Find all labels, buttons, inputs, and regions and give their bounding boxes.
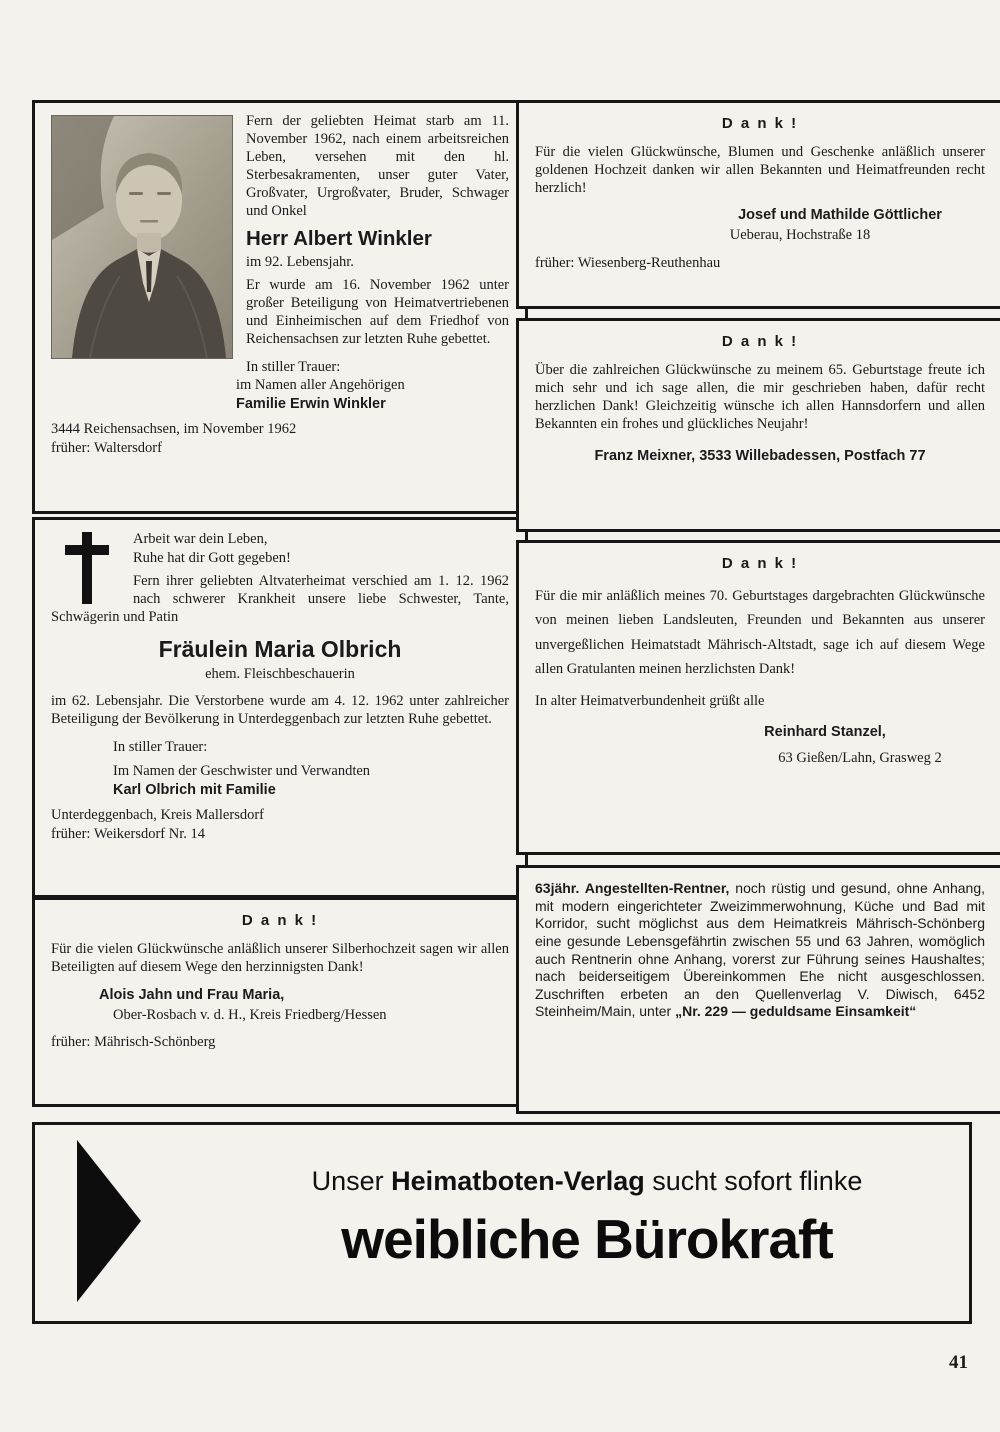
personal-ad-reference: „Nr. 229 — geduldsame Einsamkeit“ [675, 1003, 917, 1020]
personal-ad-body: noch rüstig und gesund, ohne Anhang, mit modern eingerichteter Zweizimmerwohnung, Küche und Bad mit Korridor, sucht möglichst aus dem Heimatkreis Mährisch-Schönberg eine gesunde Lebensgefährtin zwischen 55 und 63 Jahren, womöglich auch Rentnerin ohne Anhang, vorerst zur Führung seines Haushaltes; nach beiderseitigem Übereinkommen Ehe nicht ausgeschlossen. Zuschriften erbeten an den Quellenverlag V. Diwisch, 6452 Steinheim/Main, unter [535, 880, 985, 1020]
mourning-sub: im Namen aller Angehörigen [236, 377, 405, 394]
thanks-body-text: Für die vielen Glückwünsche, Blumen und Geschenke anläßlich unserer goldenen Hochzeit danken wir allen Bekannten und Heimatfreunden recht herzlich! [535, 144, 985, 196]
portrait-photo [51, 115, 233, 359]
job-ad-publisher-name: Heimatboten-Verlag [391, 1166, 645, 1196]
thanks-notice-meixner [516, 318, 1000, 532]
age-line: im 92. Lebensjahr. [246, 254, 354, 271]
arrow-icon-graphic [77, 1140, 141, 1302]
thanks-notice-goettlicher [516, 100, 1000, 309]
address-line: Unterdeggenbach, Kreis Mallersdorf [51, 807, 264, 824]
deceased-name: Fräulein Maria Olbrich [158, 636, 402, 662]
address-line: Ueberau, Hochstraße 18 [729, 227, 871, 244]
deceased-subtitle: ehem. Fleischbeschauerin [205, 666, 355, 683]
thanks-notice-stanzel [516, 540, 1000, 855]
obituary-winkler [32, 100, 528, 514]
thanks-body-text: Über die zahlreichen Glückwünsche zu meinem 65. Geburtstage freute ich mich sehr und ich sage allen, die mir geschrieben haben, dafür recht herzlichen Dank! Gleichzeitig wünsche ich allen Hannsdorfern und allen Bekannten ein frohes und glückliches Neujahr! [535, 362, 985, 432]
former-home-line: früher: Weikersdorf Nr. 14 [51, 825, 205, 842]
obituary-olbrich [32, 517, 528, 898]
job-ad [32, 1122, 972, 1324]
page-number: 41 [949, 1352, 968, 1373]
mourning-signature: Familie Erwin Winkler [236, 395, 386, 412]
job-ad-position-title: weibliche Bürokraft [341, 1208, 833, 1271]
mourning-sub: Im Namen der Geschwister und Verwandten [113, 763, 371, 780]
job-ad-copy [35, 1125, 969, 1270]
obituary-intro-text: Fern der geliebten Heimat starb am 11. November 1962, nach einem arbeitsreichen Leben, versehen mit den hl. Sterbesakramenten, unser guter Vater, Großvater, Urgroßvater, Bruder, Schwager und Onkel [246, 113, 509, 219]
arrow-icon [77, 1140, 141, 1302]
cross-icon-graphic [59, 532, 115, 604]
obituary-body-text: im 62. Lebensjahr. Die Verstorbene wurde am 4. 12. 1962 unter zahlreicher Beteiligung der Bevölkerung in Unterdeggenbach zur letzten Ruhe gebettet. [51, 692, 509, 727]
address-line: 3444 Reichensachsen, im November 1962 [51, 421, 297, 438]
job-ad-headline [205, 1165, 969, 1197]
obituary-intro-text: Fern ihrer geliebten Altvaterheimat verschied am 1. 12. 1962 nach schwerer Krankheit unsere liebe Schwester, Tante, Schwägerin und Patin [51, 573, 509, 626]
thanks-title: D a n k ! [721, 115, 799, 132]
thanks-notice-jahn [32, 897, 528, 1107]
mourning-signature: Karl Olbrich mit Familie [113, 781, 276, 798]
address-line: 63 Gießen/Lahn, Grasweg 2 [778, 749, 942, 766]
address-line: Ober-Rosbach v. d. H., Kreis Friedberg/Hessen [113, 1007, 387, 1024]
thanks-body-text: Für die mir anläßlich meines 70. Geburtstages dargebrachten Glückwünsche von meinen lieben Landsleuten, Freunden und Bekannten aus unserer unvergeßlichen Heimatstadt Mährisch-Altstadt, sage ich auf diesem Wege allen Gratulanten meinen herzlichsten Dank! [535, 588, 985, 678]
job-ad-headline-post: sucht sofort flinke [644, 1166, 863, 1196]
signature: Alois Jahn und Frau Maria, [99, 986, 285, 1003]
motto-line-2: Ruhe hat dir Gott gegeben! [133, 549, 291, 566]
personal-ad-lead: 63jähr. Angestellten-Rentner, [535, 880, 730, 896]
signature: Josef und Mathilde Göttlicher [738, 206, 942, 223]
thanks-title: D a n k ! [721, 555, 799, 572]
mourning-intro: In stiller Trauer: [246, 358, 341, 375]
closing-line: In alter Heimatverbundenheit grüßt alle [535, 693, 765, 710]
former-home-line: früher: Waltersdorf [51, 439, 162, 456]
mourning-block [236, 358, 509, 414]
personal-ad-text [535, 880, 985, 1021]
deceased-name: Herr Albert Winkler [246, 226, 432, 250]
mourning-intro: In stiller Trauer: [113, 738, 208, 755]
personal-ad [516, 865, 1000, 1114]
signature: Franz Meixner, 3533 Willebadessen, Postfach 77 [594, 447, 926, 464]
job-ad-headline-pre: Unser [311, 1166, 392, 1196]
former-home-line: früher: Wiesenberg-Reuthenhau [535, 255, 721, 271]
former-home-line: früher: Mährisch-Schönberg [51, 1034, 216, 1051]
thanks-body-text: Für die vielen Glückwünsche anläßlich unserer Silberhochzeit sagen wir allen Beteiligten auf diesem Wege den herzinnigsten Dank! [51, 941, 509, 975]
thanks-title: D a n k ! [721, 333, 799, 350]
signature: Reinhard Stanzel, [764, 723, 886, 740]
portrait-photo-graphic [52, 116, 232, 358]
obituary-body-text: Er wurde am 16. November 1962 unter großer Beteiligung von Heimatvertriebenen und Einheimischen auf dem Friedhof von Reichensachsen zur letzten Ruhe gebettet. [246, 276, 509, 347]
motto-line-1: Arbeit war dein Leben, [133, 531, 268, 547]
mourning-block [113, 738, 509, 800]
cross-icon [59, 532, 115, 604]
thanks-title: D a n k ! [241, 912, 319, 929]
